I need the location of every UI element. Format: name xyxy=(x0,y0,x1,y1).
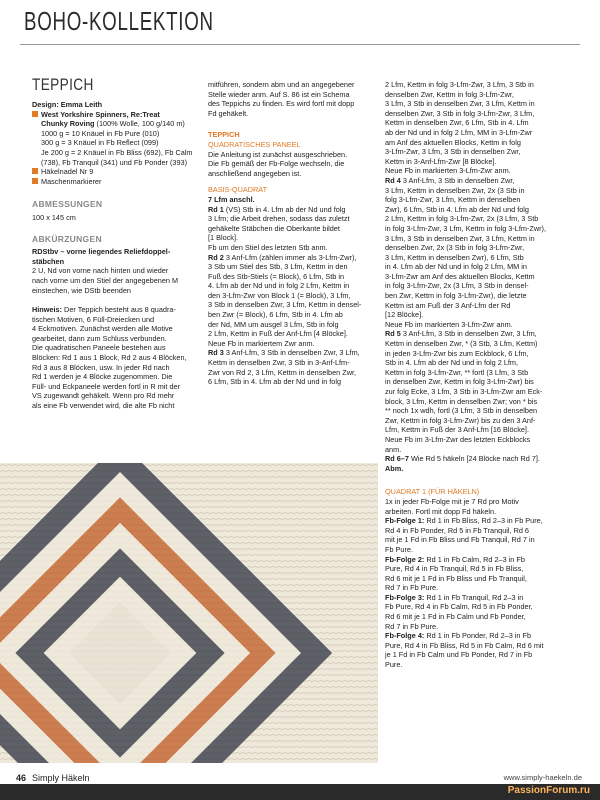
text-line: arbeiten. Fortl mit dopp Fd häkeln. xyxy=(385,506,497,516)
text-line: 2 Lfm, Kettm in Fuß der Anf-Lfm [4 Blöcke]. xyxy=(208,329,348,339)
round-label: Rd 2 xyxy=(208,252,224,262)
color-sequence-label: Fb-Folge 3: xyxy=(385,592,425,602)
text-line: [12 Blöcke]. xyxy=(385,310,424,320)
text-line: mit je 1 Fd in Fb Bliss und Fb Tranquil, Rd 7 in xyxy=(385,535,535,545)
text-line: in 4. Lfm ab der Nd und in folg 2 Lfm, MM in xyxy=(385,262,527,272)
text-line: Fd gehäkelt. xyxy=(208,108,249,118)
text-line: Rd 6 mit je 1 Fd in Fb Bliss und Fb Tranquil, xyxy=(385,573,527,583)
text-line: Pure, Rd 4 in Fb Bliss, Rd 5 in Fb Calm, Rd 6 mit xyxy=(385,640,544,650)
round-label: Rd 4 xyxy=(385,175,401,185)
text-line: block, 3 Lfm, Kettm in denselben Zwr; von * bis xyxy=(385,396,538,406)
dimensions-value: 100 x 145 cm xyxy=(32,212,76,222)
text-line: Stb in 4. Lfm ab der Nd und in folg 2 Lfm, xyxy=(385,358,519,368)
text-line: Zwr, Kettm in folg 3-Lfm-Zwr) bis zu den 3 Anf- xyxy=(385,415,536,425)
text-line: 6 Lfm, Stb in 4. Lfm ab der Nd und in folg xyxy=(208,377,342,387)
yarn-line: (738), Fb Tranquil (341) und Fb Ponder (393) xyxy=(41,157,188,167)
article-title: TEPPICH xyxy=(32,75,94,94)
dimensions-heading: ABMESSUNGEN xyxy=(32,199,103,210)
text-line: 3 Lfm, Kettm in denselben Zwr), 6 Lfm, Stb xyxy=(385,252,524,262)
text-line: folg 3-Lfm-Zwr, 3 Lfm, Kettm in denselben xyxy=(385,195,521,205)
hint-line: 4 Eckmotiven. Zunächst werden alle Motive xyxy=(32,324,173,334)
fasten-off: Abm. xyxy=(385,463,404,473)
text-line: in folg 3-Lfm-Zwr, 3 Lfm, Kettm in folg 3-Lfm-Zwr), xyxy=(385,223,546,233)
hint-line: VS zugewandt gehäkelt. Wenn pro Rd mehr xyxy=(32,391,175,401)
text-line: ab der Nd und in folg 2 Lfm, MM in 3-Lfm-Zwr xyxy=(385,127,533,137)
round-label: Rd 6–7 xyxy=(385,454,409,464)
section-heading: TEPPICH xyxy=(208,130,240,140)
text-line: Fb Pure. xyxy=(385,544,413,554)
text-line: Rd 7 in Fb Pure. xyxy=(385,583,439,593)
abbr-title: stäbchen xyxy=(32,256,65,266)
text-line: Fuß des Stb-Stiels (= Block), 6 Lfm, Stb in xyxy=(208,271,345,281)
text-line: 1x in jeder Fb-Folge mit je 7 Rd pro Motiv xyxy=(385,496,519,506)
text-line: ben Zwr (= Block), 6 Lfm, Stb in 4. Lfm ab xyxy=(208,310,343,320)
text-line: Rd 1 in Fb Calm, Rd 2–3 in Fb xyxy=(424,554,525,564)
text-line: Neue Fb in markiertem Zwr anm. xyxy=(208,338,315,348)
text-line: Die Anleitung ist zunächst ausgeschrieben. xyxy=(208,149,348,159)
text-line: ben Zwr, Kettm in folg 3-Lfm-Zwr), die letzte xyxy=(385,291,527,301)
round-label: Rd 3 xyxy=(208,348,224,358)
text-line: am Anf des aktuellen Blocks, Kettm in folg xyxy=(385,137,521,147)
text-line: Rd 1 in Fb Ponder, Rd 2–3 in Fb xyxy=(424,631,532,641)
text-line: Rd 7 in Fb Pure. xyxy=(385,621,439,631)
text-line: Wie Rd 5 häkeln [24 Blöcke nach Rd 7]. xyxy=(408,454,540,464)
abbr-line: einstechen, wie DStb beenden xyxy=(32,285,131,295)
column-2 xyxy=(208,80,378,387)
text-line: anm. xyxy=(385,444,402,454)
text-line: anschließend angegeben ist. xyxy=(208,168,302,178)
hook-size: Häkelnadel Nr 9 xyxy=(41,167,94,177)
bullet-square xyxy=(32,168,38,174)
crochet-photo xyxy=(0,463,378,763)
yarn-line: 300 g = 3 Knäuel in Fb Reflect (099) xyxy=(41,138,159,148)
header xyxy=(0,0,600,52)
hint-line: gearbeitet, dann zum Schluss verbunden. xyxy=(32,333,167,343)
hint-line: Die quadratischen Paneele bestehen aus xyxy=(32,343,166,353)
text-line: Kettm in 3-Anf-Lfm-Zwr [8 Blöcke]. xyxy=(385,156,497,166)
yarn-line: Je 200 g = 2 Knäuel in Fb Bliss (692), Fb Calm xyxy=(41,147,193,157)
text-line: in folg 3-Lfm-Zwr, 2x (3 Lfm, 3 Stb in densel- xyxy=(385,281,529,291)
text-line: 3 Anf-Lfm (zählen immer als 3-Lfm-Zwr), xyxy=(223,252,357,262)
text-line: 3 Anf-Lfm, 3 Stb in denselben Zwr, xyxy=(400,175,515,185)
text-line: Zwr von Rd 2, 3 Lfm, Kettm in denselben Zwr, xyxy=(208,367,357,377)
column-1 xyxy=(32,100,202,411)
hint-line: Rd 3 aus 8 Blöcken, usw. In jeder Rd nach xyxy=(32,362,170,372)
stitch-marker: Maschenmarkierer xyxy=(41,176,102,186)
hint-line: Rd 1 werden je 4 Blöcke zugenommen. Die xyxy=(32,372,173,382)
basis-heading: BASIS-QUADRAT xyxy=(208,185,268,195)
text-line: Lfm, Kettm in Fuß der 3 Anf-Lfm [16 Blöcke]. xyxy=(385,425,529,435)
text-line: Fb um den Stiel des letzten Stb anm. xyxy=(208,242,328,252)
text-line: zur folg Ecke, 3 Lfm, 3 Stb in 3-Lfm-Zwr am Eck- xyxy=(385,387,543,396)
hint-line: Blöcken: Rd 1 aus 1 Block, Rd 2 aus 4 Blöcken, xyxy=(32,353,187,363)
text-line: mitführen, sondern abm und an angegebener xyxy=(208,80,355,89)
magazine-name: Simply Häkeln xyxy=(32,773,90,783)
yarn-line: 1000 g = 10 Knäuel in Fb Pure (010) xyxy=(41,128,160,138)
text-line: 3 Lfm, 3 Stb in denselben Zwr, 3 Lfm, Kettm in xyxy=(385,233,535,243)
hint-line: Füll- und Eckpaneele werden fortl in R mit der xyxy=(32,381,181,391)
text-line: 2 Lfm, Kettm in folg 3-Lfm-Zwr, 2x (3 Lfm, 3 Stb xyxy=(385,214,539,224)
text-line: 2 Lfm, Kettm in folg 3-Lfm-Zwr, 3 Lfm, 3 Stb in xyxy=(385,80,534,89)
text-line: 3 Lfm, Kettm in denselben Zwr, 2x (3 Stb in xyxy=(385,185,525,195)
text-line: des Teppichs zu finden. Es wird fortl mit dopp xyxy=(208,99,355,109)
color-sequence-label: Fb-Folge 4: xyxy=(385,631,425,641)
text-line: Fb Pure, Rd 4 in Fb Calm, Rd 5 in Fb Ponder, xyxy=(385,602,533,612)
design-credit: Design: Emma Leith xyxy=(32,100,103,109)
text-line: den 3-Lfm-Zwr von Block 1 (= Block), 3 Lfm, xyxy=(208,290,351,300)
text-line: 3 Anf-Lfm, 3 Stb in denselben Zwr, 3 Lfm, xyxy=(223,348,360,358)
website-link[interactable]: www.simply-haekeln.de xyxy=(503,773,582,782)
text-line: Neue Fb im markierten 3-Lfm-Zwr anm. xyxy=(385,319,513,329)
bullet-square xyxy=(32,111,38,117)
yarn-name: Chunky Roving xyxy=(41,119,95,129)
color-sequence-label: Fb-Folge 2: xyxy=(385,554,425,564)
color-sequence-label: Fb-Folge 1: xyxy=(385,516,425,526)
hint-line: tischen Motiven, 6 Füll-Dreiecken und xyxy=(32,314,155,324)
hint-label: Hinweis: xyxy=(32,305,63,315)
text-line: in denselben Zwr, Kettm in folg 3-Lfm-Zwr) bis xyxy=(385,377,534,387)
column-3 xyxy=(385,80,585,670)
header-rule xyxy=(20,44,580,45)
abbreviations-heading: ABKÜRZUNGEN xyxy=(32,233,102,244)
text-line: 3 Lfm; die Arbeit drehen, sodass das zuletzt xyxy=(208,214,350,224)
crochet-pattern-illustration xyxy=(0,463,378,763)
text-line: Zwr), 6 Lfm, Stb in 4. Lfm ab der Nd und folg xyxy=(385,204,529,214)
text-line: gehäkelte Stäbchen die Oberkante bildet xyxy=(208,223,340,233)
text-line: 4. Lfm ab der Nd und in folg 2 Lfm, Kettm in xyxy=(208,281,350,291)
text-line: je 1 Fd in Fb Calm und Fb Ponder, Rd 7 in Fb xyxy=(385,650,533,660)
hint-line: Der Teppich besteht aus 8 quadra- xyxy=(62,305,176,315)
yarn-title: West Yorkshire Spinners, Re:Treat xyxy=(41,109,160,119)
text-line: Neue Fb im 3-Lfm-Zwr des letzten Eckblocks xyxy=(385,434,531,444)
text-line: Die Fb gemäß der Fb-Folge wechseln, die xyxy=(208,159,345,169)
text-line: Kettm ist am Fuß der 3 Anf-Lfm der Rd xyxy=(385,300,511,310)
abbr-line: 2 U, Nd von vorne nach hinten und wieder xyxy=(32,266,169,276)
bullet-square xyxy=(32,178,38,184)
round-label: Rd 5 xyxy=(385,329,401,339)
page-number: 46 xyxy=(16,773,27,783)
text-line: Stelle wieder anm. Auf S. 86 ist ein Schema xyxy=(208,89,350,99)
square-heading: QUADRAT 1 (FÜR HÄKELN) xyxy=(385,487,480,497)
text-line: denselben Zwr, Kettm in folg 3-Lfm-Zwr, xyxy=(385,89,514,99)
text-line: Rd 1 in Fb Tranquil, Rd 2–3 in xyxy=(424,592,524,602)
abbr-line: nach vorne um den Stiel der angegebenen M xyxy=(32,275,179,285)
text-line: 3 Stb in denselben Zwr, 3 Lfm, Kettm in densel- xyxy=(208,300,362,310)
text-line: in jeden 3-Lfm-Zwr bis zum Eckblock, 6 Lfm, xyxy=(385,348,529,358)
text-line: Rd 1 in Fb Bliss, Rd 2–3 in Fb Pure, xyxy=(424,516,543,526)
text-line: Kettm in folg 3-Lfm-Zwr, ** fortl (3 Lfm, 3 Stb xyxy=(385,367,529,377)
text-line: Rd 4 in Fb Ponder, Rd 5 in Fb Tranquil, Rd 6 xyxy=(385,525,529,535)
text-line: denselben Zwr, 2x (3 Stb in folg 3-Lfm-Zwr, xyxy=(385,243,525,253)
forum-watermark: PassionForum.ru xyxy=(507,785,590,796)
page-footer xyxy=(0,771,600,800)
text-line: (VS) Stb in 4. Lfm ab der Nd und folg xyxy=(223,204,346,214)
text-line: 3 Anf-Lfm, 3 Stb in denselben Zwr, 3 Lfm, xyxy=(400,329,537,339)
text-line: 3 Stb um Stiel des Stb, 3 Lfm, Kettm in den xyxy=(208,262,348,272)
hint-line: als eine Fb verwendet wird, die alte Fb nicht xyxy=(32,401,175,411)
chain-start: 7 Lfm anschl. xyxy=(208,194,255,204)
text-line: 3 Lfm, 3 Stb in denselben Zwr, 3 Lfm, Kettm in xyxy=(385,99,535,109)
yarn-composition: (100% Wolle, 100 g/140 m) xyxy=(94,119,185,129)
round-label: Rd 1 xyxy=(208,204,224,214)
brand-title: BOHO-KOLLEKTION xyxy=(24,6,214,36)
text-line: 3-Lfm-Zwr, 3 Lfm, 3 Stb in denselben Zwr, xyxy=(385,147,521,157)
abbr-title: RDStbv – vorne liegendes Reliefdoppel- xyxy=(32,247,171,257)
text-line: Kettm in denselben Zwr, 3 Stb in 3-Anf-Lfm- xyxy=(208,358,350,368)
text-line: Kettm in denselben Zwr, 6 Lfm, Stb in 4. Lfm xyxy=(385,118,529,128)
text-line: ** noch 1x wdh, fortl (3 Lfm, 3 Stb in denselben xyxy=(385,406,538,416)
text-line: [1 Block]. xyxy=(208,233,239,243)
text-line: Pure. xyxy=(385,660,403,670)
text-line: Pure, Rd 4 in Fb Tranquil, Rd 5 in Fb Bliss, xyxy=(385,564,524,574)
text-line: Neue Fb in markierten 3-Lfm-Zwr anm. xyxy=(385,166,511,176)
text-line: der Nd, MM um ausgel 3 Lfm, Stb in folg xyxy=(208,319,339,329)
text-line: Kettm in denselben Zwr, * (3 Stb, 3 Lfm, Kettm) xyxy=(385,339,538,349)
section-subheading: QUADRATISCHES PANEEL xyxy=(208,139,301,149)
text-line: Rd 6 mit je 1 Fd in Fb Calm und Fb Ponder, xyxy=(385,612,526,622)
text-line: denselben Zwr, 3 Stb in folg 3-Lfm-Zwr, 3 Lfm, xyxy=(385,108,535,118)
text-line: 3-Lfm-Zwr am Anf des aktuellen Blocks, Kettm xyxy=(385,271,535,281)
